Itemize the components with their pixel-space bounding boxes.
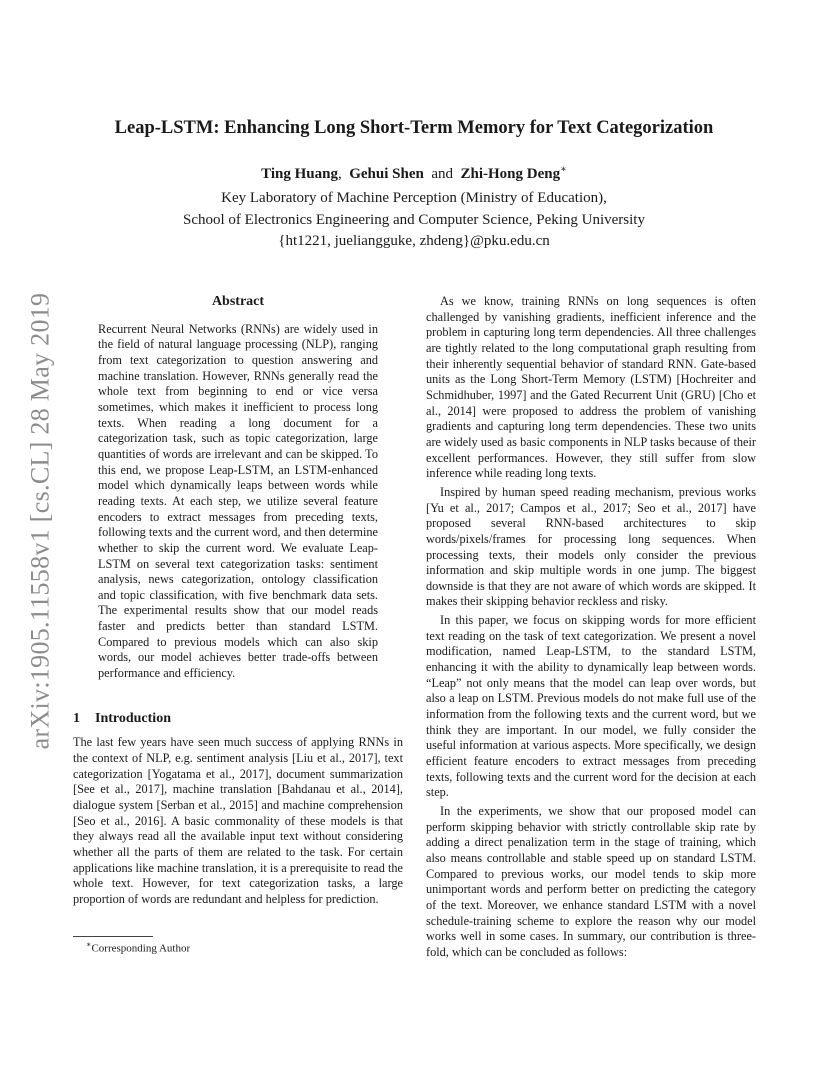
author-2: Gehui Shen [349,166,424,182]
abstract-text: Recurrent Neural Networks (RNNs) are widely used in the field of natural language processing (NLP), ranging from text categorization to question answering and machine translation. However, RNNs generally read the whole text from beginning to end or vice versa sometimes, which makes it inefficient to process long texts. When reading a long document for a categorization task, such as topic categorization, large quantities of words are irrelevant and can be skipped. To this end, we propose Leap-LSTM, an LSTM-enhanced model which dynamically leaps between words while reading texts. At each step, we utilize several feature encoders to extract messages from preceding texts, following texts and the current word, and then determine whether to skip the current word. We evaluate Leap-LSTM on several text categorization tasks: sentiment analysis, news categorization, ontology classification and topic classification, with five benchmark data sets. The experimental results show that our model reads faster and predicts better than standard LSTM. Compared to previous models which can also skip words, our model achieves better trade-offs between performance and efficiency. [98,321,378,681]
author-and: and [431,166,453,182]
abstract-heading: Abstract [211,294,265,309]
arxiv-stamp [20,284,60,758]
body-paragraph-3: In this paper, we focus on skipping words for more efficient text reading on the task of text categorization. We present a novel modification, named Leap-LSTM, to the standard LSTM, enhancing it with the ability to dynamically leap between words. “Leap” not only means that the model can leap over words, but also a leap on LSTM. Previous models do not make full use of the information from the following texts and the current word, but we think they are important. In our model, we fully consider the useful information at various aspects. More specifically, we design efficient feature encoders to extract messages from preceding texts, following texts and the current word for the decision at each step. [426,613,756,800]
affiliation-line-1: Key Laboratory of Machine Perception (Ministry of Education), [221,190,607,206]
section-number: 1 [73,710,80,726]
intro-paragraph: The last few years have seen much success of applying RNNs in the context of NLP, e.g. sentiment analysis [Liu et al., 2017], text categorization [Yogatama et al., 2017], document summarization [See et al., 2017], machine translation [Bahdanau et al., 2014], dialogue system [Serban et al., 2015] and machine comprehension [Seo et al., 2016]. A basic commonality of these models is that they always read all the available input text without considering whether all the parts of them are related to the task. For certain applications like machine translation, it is a prerequisite to read the whole text. However, for text categorization tasks, a large proportion of words are redundant and helpless for prediction. [73,735,403,906]
footnote-divider [73,936,153,937]
footnote-mark: ∗ [86,940,92,949]
right-column [426,294,756,964]
section-title: Introduction [95,710,171,726]
body-paragraph-2: Inspired by human speed reading mechanism, previous works [Yu et al., 2017; Campos et al., 2017; Seo et al., 2017] have proposed several RNN-based architectures to skip words/pixels/frames for processing long sequences. When processing texts, their models only consider the previous information and skip multiple words in one jump. The biggest downside is that they are not aware of which words are skipped. It makes their skipping behavior reckless and risky. [426,484,756,609]
footnote [86,940,190,955]
author-3: Zhi-Hong Deng [460,166,561,182]
affiliation-block [60,188,768,253]
section-heading-introduction [73,711,403,727]
left-column [73,294,403,908]
paper-title: Leap-LSTM: Enhancing Long Short-Term Memory for Text Categorization [114,118,714,138]
body-paragraph-4: In the experiments, we show that our proposed model can perform skipping behavior with strictly controllable skip rate by adding a direct penalization term in the stage of training, which also means controllable and stable speed up on standard LSTM. Compared to previous works, our model tends to skip more unimportant words and perform better on predicting the category of the text. Moreover, we enhance standard LSTM with a novel schedule-training scheme to explore the reason why our model works well in some cases. In summary, our contribution is three-fold, which can be concluded as follows: [426,804,756,959]
affiliation-emails: {ht1221, juelianggukе, zhdeng}@pku.edu.cn [278,233,550,249]
corresponding-author-mark: ∗ [560,164,567,175]
author-separator: , [337,166,342,182]
footnote-text: Corresponding Author [91,942,191,955]
body-paragraph-1: As we know, training RNNs on long sequences is often challenged by vanishing gradients, inefficient inference and the problem in capturing long term dependencies. All three challenges are tightly related to the long computational graph resulting from their inherently sequential behavior of standard RNN. Gate-based units as the Long Short-Term Memory (LSTM) [Hochreiter and Schmidhuber, 1997] and the Gated Recurrent Unit (GRU) [Cho et al., 2014] were proposed to address the problem of vanishing gradients and capturing long term dependencies. These two units are widely used as basic components in NLP tasks because of their excellent performances. However, they still suffer from slow inference while reading long texts. [426,294,756,481]
affiliation-line-2: School of Electronics Engineering and Computer Science, Peking University [183,211,645,228]
author-1: Ting Huang [261,166,338,182]
arxiv-stamp-text: arXiv:1905.11558v1 [cs.CL] 28 May 2019 [25,292,54,750]
author-list [60,164,768,183]
